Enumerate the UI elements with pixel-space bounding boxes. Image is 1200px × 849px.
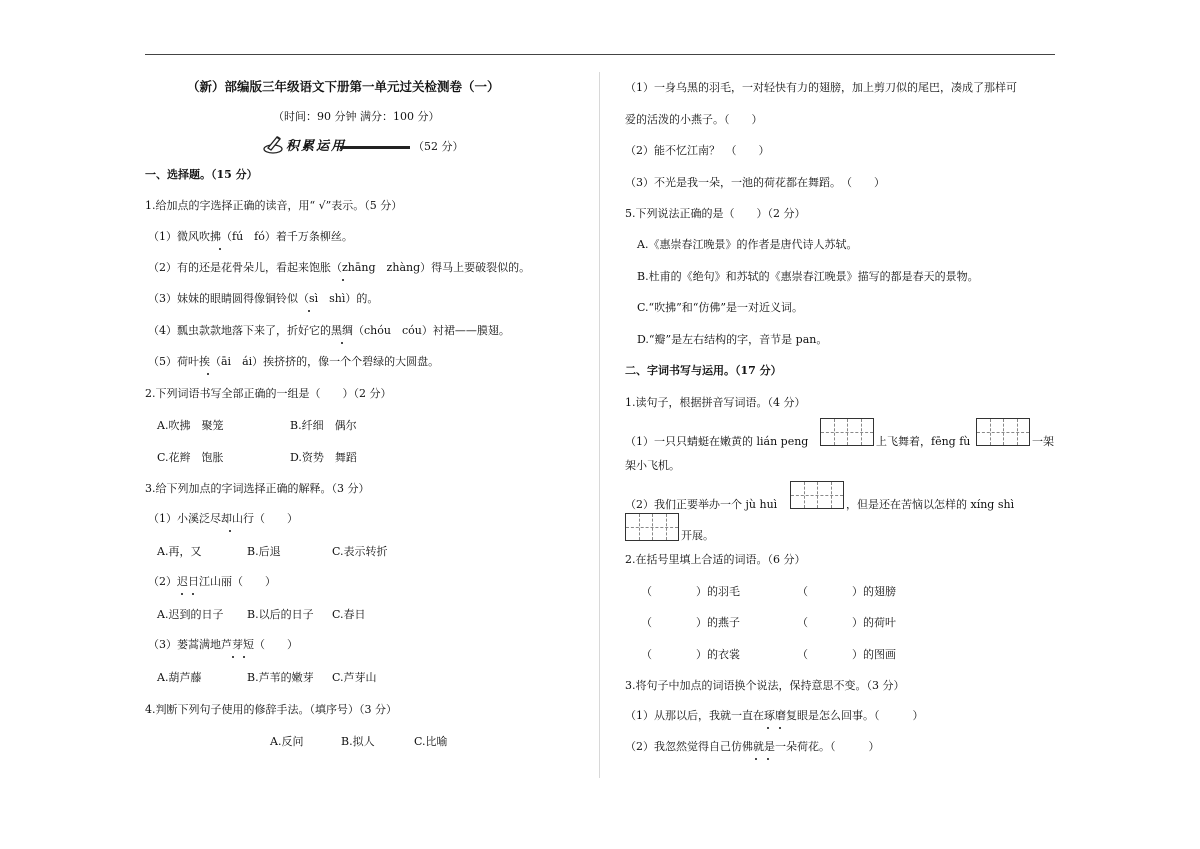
fill-blank[interactable]: （ ）的衣裳	[641, 648, 740, 661]
banner-points: （52 分）	[413, 140, 464, 153]
fill-blank[interactable]: （ ）的燕子	[641, 616, 740, 629]
q3-option: A.葫芦藤	[157, 671, 202, 684]
q3-option: A.再，又	[157, 545, 202, 558]
w3-sentence: （1）从那以后，我就一直在琢磨复眼是怎么回事。（ ）	[625, 709, 924, 722]
q3-option: C.表示转折	[332, 545, 388, 558]
exam-info: （时间：90 分钟 满分：100 分）	[273, 110, 440, 123]
emphasis-dot	[192, 593, 194, 595]
column-divider	[599, 72, 600, 778]
q5-stem: 5.下列说法正确的是（ ）（2 分）	[625, 207, 806, 220]
pinyin-grid-box[interactable]	[820, 418, 874, 446]
section-heading-2: 二、字词书写与运用。（17 分）	[625, 364, 782, 377]
section-banner	[262, 134, 412, 154]
q4-sentence: （2）能不忆江南？ （ ）	[625, 144, 770, 157]
emphasis-dot	[229, 530, 231, 532]
w3-sentence: （2）我忽然觉得自己仿佛就是一朵荷花。（ ）	[625, 740, 880, 753]
q3-sub: （2）迟日江山丽（ ）	[148, 575, 276, 588]
q2-option: B.纤细 偶尔	[290, 419, 357, 432]
q5-option: C.“吹拂”和“仿佛”是一对近义词。	[637, 301, 804, 314]
emphasis-dot	[219, 248, 221, 250]
w1-sentence: 开展。	[681, 529, 714, 542]
q3-option: C.春日	[332, 608, 366, 621]
q5-option: D.“瓣”是左右结构的字，音节是 pan。	[637, 333, 828, 346]
emphasis-dot	[207, 373, 209, 375]
banner-label: 积累运用	[286, 139, 347, 154]
emphasis-dot	[243, 656, 245, 658]
emphasis-dot	[181, 593, 183, 595]
q3-sub: （1）小溪泛尽却山行（ ）	[148, 512, 298, 525]
pinyin-grid-box[interactable]	[625, 513, 679, 541]
q4-option: C.比喻	[414, 735, 448, 748]
emphasis-dot	[232, 656, 234, 658]
emphasis-dot	[767, 727, 769, 729]
q4-sentence: （3）不光是我一朵，一池的荷花都在舞蹈。 （ ）	[625, 176, 885, 189]
banner-underline	[340, 146, 410, 149]
q2-option: C.花辫 饱胀	[157, 451, 224, 464]
emphasis-dot	[341, 342, 343, 344]
w1-sentence: 上飞舞着，fēng fù	[876, 435, 971, 448]
q1-item: （2）有的还是花骨朵儿，看起来饱胀（zhāng zhàng）得马上要破裂似的。	[148, 261, 531, 274]
top-rule	[145, 54, 1055, 55]
q1-item: （5）荷叶挨（āi ái）挨挤挤的，像一个个碧绿的大圆盘。	[148, 355, 440, 368]
emphasis-dot	[755, 758, 757, 760]
emphasis-dot	[767, 758, 769, 760]
emphasis-dot	[342, 279, 344, 281]
q2-option: A.吹拂 聚笼	[157, 419, 224, 432]
section-heading-1: 一、选择题。（15 分）	[145, 168, 258, 181]
fill-blank[interactable]: （ ）的羽毛	[641, 585, 740, 598]
w1-sentence: （2）我们正要举办一个 jù huì	[625, 498, 778, 511]
w2-stem: 2.在括号里填上合适的词语。（6 分）	[625, 553, 806, 566]
fill-blank[interactable]: （ ）的图画	[797, 648, 896, 661]
q5-option: A.《惠崇春江晚景》的作者是唐代诗人苏轼。	[637, 238, 858, 251]
q3-option: B.后退	[247, 545, 281, 558]
q1-stem: 1.给加点的字选择正确的读音，用“ √”表示。（5 分）	[145, 199, 403, 212]
q2-option: D.资势 舞蹈	[290, 451, 357, 464]
w1-sentence: ，但是还在苦恼以怎样的 xíng shì	[846, 498, 1015, 511]
q1-item: （4）瓢虫款款地落下来了，折好它的黑绸（chóu cóu）衬裙——膜翅。	[148, 324, 510, 337]
q3-stem: 3.给下列加点的字词选择正确的解释。（3 分）	[145, 482, 370, 495]
q3-option: A.迟到的日子	[157, 608, 224, 621]
w1-sentence: 一架	[1032, 435, 1054, 448]
pinyin-grid-box[interactable]	[790, 481, 844, 509]
q4-sentence: 爱的活泼的小燕子。（ ）	[625, 113, 763, 126]
w3-stem: 3.将句子中加点的词语换个说法，保持意思不变。（3 分）	[625, 679, 905, 692]
fill-blank[interactable]: （ ）的翅膀	[797, 585, 896, 598]
w1-sentence: 架小飞机。	[625, 459, 680, 472]
q3-sub: （3）蒌蒿满地芦芽短（ ）	[148, 638, 298, 651]
q4-sentence: （1）一身乌黑的羽毛，一对轻快有力的翅膀，加上剪刀似的尾巴，凑成了那样可	[625, 81, 1017, 94]
q4-option: B.拟人	[341, 735, 375, 748]
q4-stem: 4.判断下列句子使用的修辞手法。（填序号）（3 分）	[145, 703, 397, 716]
emphasis-dot	[308, 310, 310, 312]
w1-sentence: （1）一只只蜻蜓在嫩黄的 lián peng	[625, 435, 809, 448]
q3-option: B.芦苇的嫩芽	[247, 671, 314, 684]
q3-option: B.以后的日子	[247, 608, 314, 621]
q3-option: C.芦芽山	[332, 671, 377, 684]
w1-stem: 1.读句子，根据拼音写词语。（4 分）	[625, 396, 806, 409]
q2-stem: 2.下列词语书写全部正确的一组是（ ）（2 分）	[145, 387, 392, 400]
pinyin-grid-box[interactable]	[976, 418, 1030, 446]
page-title: （新）部编版三年级语文下册第一单元过关检测卷（一）	[187, 79, 500, 94]
q1-item: （3）妹妹的眼睛圆得像铜铃似（sì shì）的。	[148, 292, 379, 305]
q5-option: B.杜甫的《绝句》和苏轼的《惠崇春江晚景》描写的都是春天的景物。	[637, 270, 979, 283]
pen-icon	[262, 134, 284, 154]
q1-item: （1）微风吹拂（fú fó）着千万条柳丝。	[148, 230, 353, 243]
emphasis-dot	[779, 727, 781, 729]
q4-option: A.反问	[270, 735, 304, 748]
fill-blank[interactable]: （ ）的荷叶	[797, 616, 896, 629]
